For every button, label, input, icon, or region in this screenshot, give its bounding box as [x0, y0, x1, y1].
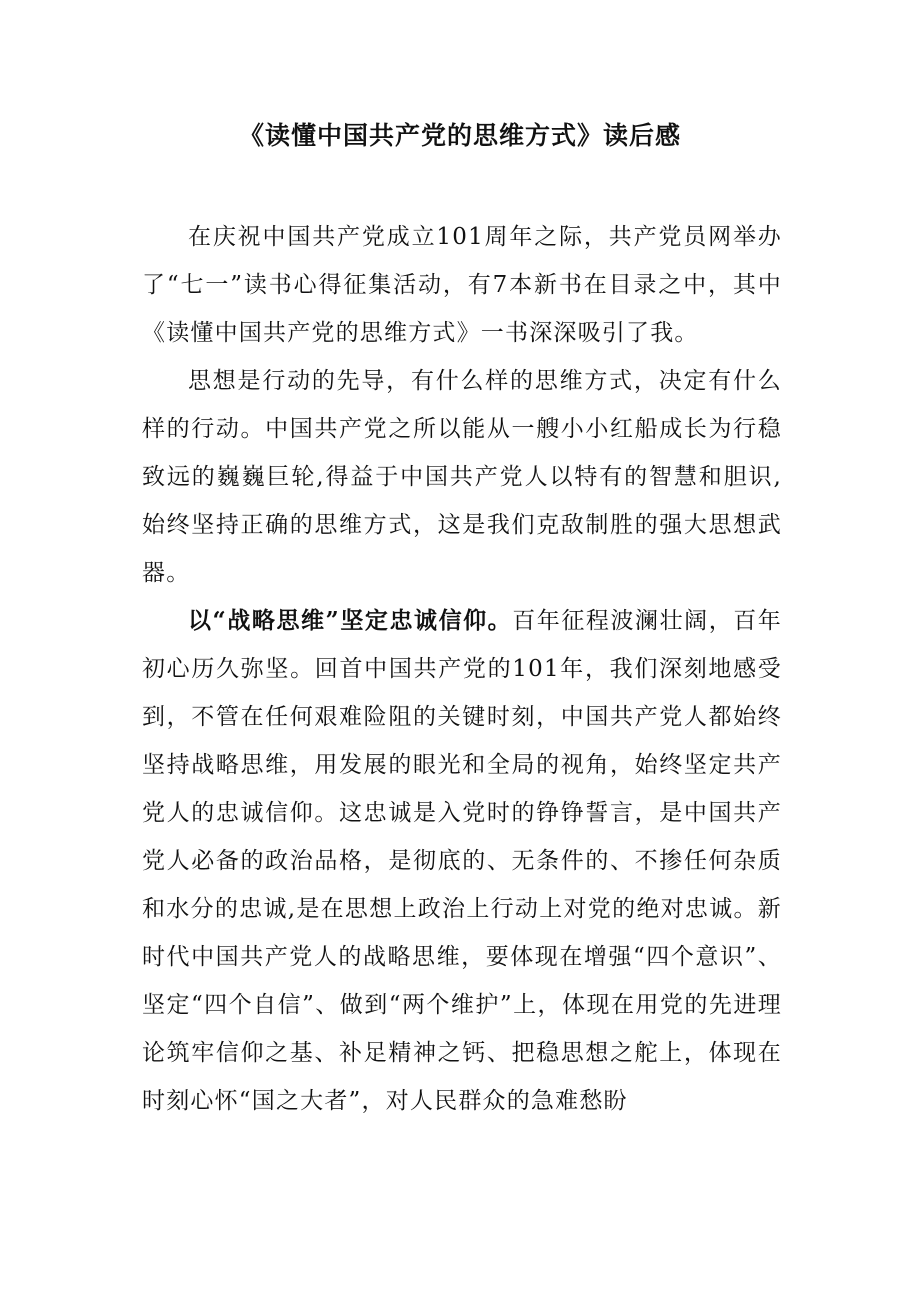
- paragraph-2-text: 思想是行动的先导，有什么样的思维方式，决定有什么样的行动。中国共产党之所以能从一艘小小红船成长为行稳致远的巍巍巨轮,得益于中国共产党人以特有的智慧和胆识,始终坚持正确的思维方式，这是我们克敌制胜的强大思想武器。: [142, 368, 782, 586]
- paragraph-3: [142, 597, 782, 1125]
- document-title: 《读懂中国共产党的思维方式》读后感: [238, 121, 681, 150]
- paragraph-3-text: 百年征程波澜壮阔，百年初心历久弥坚。回首中国共产党的101年，我们深刻地感受到，不管在任何艰难险阻的关键时刻，中国共产党人都始终坚持战略思维，用发展的眼光和全局的视角，始终坚定共产党人的忠诚信仰。这忠诚是入党时的铮铮誓言，是中国共产党人必备的政治品格，是彻底的、无条件的、不掺任何杂质和水分的忠诚,是在思想上政治上行动上对党的绝对忠诚。新时代中国共产党人的战略思维，要体现在增强“四个意识”、坚定“四个自信”、做到“两个维护”上，体现在用党的先进理论筑牢信仰之基、补足精神之钙、把稳思想之舵上，体现在时刻心怀“国之大者”，对人民群众的急难愁盼: [142, 608, 783, 1114]
- document-body: [142, 213, 782, 1125]
- paragraph-1-text: 在庆祝中国共产党成立101周年之际，共产党员网举办了“七一”读书心得征集活动，有7本新书在目录之中，其中《读懂中国共产党的思维方式》一书深深吸引了我。: [142, 224, 782, 346]
- paragraph-2: [142, 357, 782, 597]
- paragraph-1: [142, 213, 782, 357]
- paragraph-3-lead: 以“战略思维”坚定忠诚信仰。: [188, 607, 513, 634]
